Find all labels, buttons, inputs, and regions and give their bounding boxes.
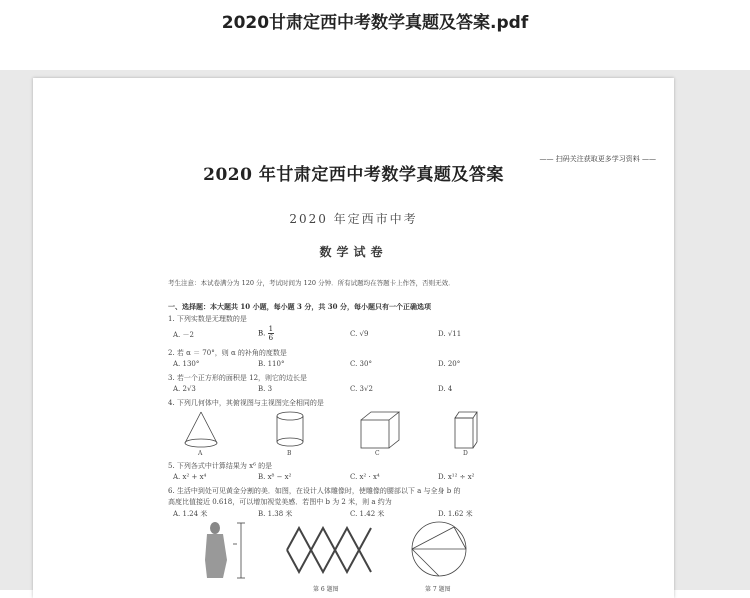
q2-option-d: D. 20° xyxy=(438,360,461,368)
question-1: 1. 下列实数是无理数的是 xyxy=(168,315,247,323)
q4-label-a: A xyxy=(198,450,203,457)
qr-note: —— 扫码关注获取更多学习资料 —— xyxy=(539,155,656,163)
exam-notice: 考生注意：本试卷满分为 120 分，考试时间为 120 分钟．所有试题均在答题卡上作答，否则无效． xyxy=(168,279,455,287)
question-6-line-1: 6. 生活中到处可见黄金分割的美．如图，在设计人体雕像时，使雕像的腰部以下 a 与全身 b 的 xyxy=(168,487,461,495)
pdf-page xyxy=(33,78,674,598)
q4-label-d: D xyxy=(463,450,468,457)
file-header xyxy=(0,0,750,70)
q4-label-c: C xyxy=(375,450,380,457)
circle-figure xyxy=(408,518,470,580)
question-6-line-2: 高度比值接近 0.618，可以增加视觉美感．若图中 b 为 2 米，则 a 约为 xyxy=(168,498,392,506)
cylinder-figure xyxy=(274,410,306,450)
prism-figure xyxy=(451,410,481,450)
figure-caption-7: 第 7 题图 xyxy=(425,586,451,593)
question-4: 4. 下列几何体中，其俯视图与主视图完全相同的是 xyxy=(168,399,324,407)
q4-label-b: B xyxy=(287,450,292,457)
question-3: 3. 若一个正方形的面积是 12，则它的边长是 xyxy=(168,374,308,382)
exam-name: 数学试卷 xyxy=(319,245,388,259)
q3-option-c: C. 3√2 xyxy=(350,385,373,393)
q1-option-a: A. －2 xyxy=(173,331,194,339)
question-5: 5. 下列各式中计算结果为 x⁶ 的是 xyxy=(168,462,273,470)
q6-option-d: D. 1.62 米 xyxy=(438,510,473,518)
q2-option-b: B. 110° xyxy=(258,360,285,368)
lattice-figure xyxy=(285,526,380,574)
q3-option-b: B. 3 xyxy=(258,385,273,393)
q5-option-d: D. x¹² ÷ x² xyxy=(438,473,475,481)
question-2: 2. 若 α ＝ 70°，则 α 的补角的度数是 xyxy=(168,349,287,357)
q6-option-a: A. 1.24 米 xyxy=(173,510,208,518)
exam-subtitle: 2020 年定西市中考 xyxy=(289,212,418,226)
cone-figure xyxy=(181,410,221,450)
q2-option-a: A. 130° xyxy=(173,360,200,368)
cube-figure xyxy=(359,410,401,450)
q5-option-c: C. x² · x⁴ xyxy=(350,473,380,481)
q3-option-d: D. 4 xyxy=(438,385,453,393)
section-heading: 一、选择题：本大题共 10 小题，每小题 3 分，共 30 分，每小题只有一个正确选项 xyxy=(168,302,431,311)
q6-option-b: B. 1.38 米 xyxy=(258,510,293,518)
q1-option-c: C. √9 xyxy=(350,330,369,338)
page-main-title: 2020 年甘肃定西中考数学真题及答案 xyxy=(203,165,504,185)
q6-option-c: C. 1.42 米 xyxy=(350,510,385,518)
figure-caption-6: 第 6 题图 xyxy=(313,586,339,593)
statue-figure xyxy=(193,520,253,580)
q5-option-b: B. x⁸ − x² xyxy=(258,473,292,481)
q5-option-a: A. x² + x⁴ xyxy=(173,473,207,481)
q1-fraction: $\frac{1}{6}$ xyxy=(268,325,274,342)
q2-option-c: C. 30° xyxy=(350,360,372,368)
file-title: 2020甘肃定西中考数学真题及答案.pdf xyxy=(221,13,529,33)
q1-option-b: B. $\frac{1}{6}$ xyxy=(258,325,274,342)
q1-option-d: D. √11 xyxy=(438,330,462,338)
q3-option-a: A. 2√3 xyxy=(173,385,196,393)
